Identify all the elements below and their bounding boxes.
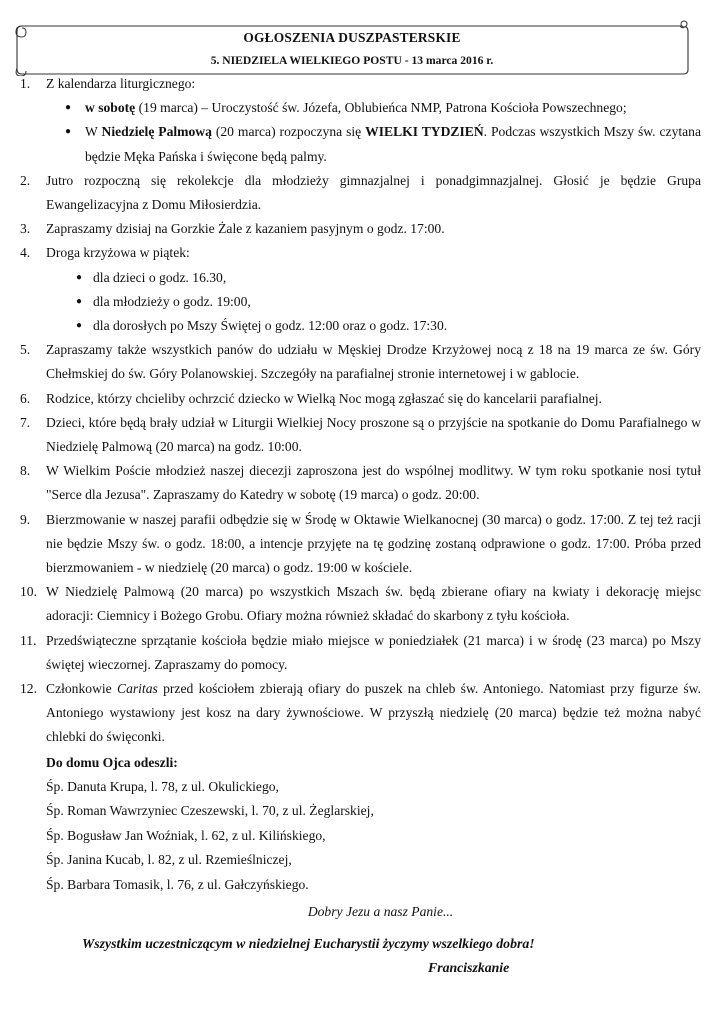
sub-item: ● dla dorosłych po Mszy Świętej o godz. 12:00 oraz o godz. 17:30. — [46, 314, 701, 338]
item-text: Przedświąteczne sprzątanie kościoła będzie miało miejsce w poniedziałek (21 marca) i w środę (23 marca) po Mszy świętej wieczornej. Zapraszamy do pomocy. — [46, 632, 701, 672]
item-text: Bierzmowanie w naszej parafii odbędzie się w Środę w Oktawie Wielkanocnej (30 marca) o godz. 17:00. Z tej też racji nie będzie Mszy św. o godz. 18:00, a intencje przyjęte na tę godzinę zostaną odprawione o godz. 17:00. Próba przed bierzmowaniem - w niedzielę (20 marca) o godz. 19:00 w kościele. — [46, 511, 701, 576]
deceased-section — [20, 750, 701, 898]
deceased-heading: Do domu Ojca odeszli: — [46, 754, 178, 770]
item-text: Zapraszamy także wszystkich panów do udziału w Męskiej Drodze Krzyżowej nocą z 18 na 19 marca ze św. Góry Chełmskiej do św. Góry Polanowskiej. Szczegóły na parafialnej stronie internetowej i w gablocie. — [46, 342, 701, 382]
bullet-icon: ● — [76, 320, 83, 332]
announcement-item: 7. Dzieci, które będą brały udział w Liturgii Wielkiej Nocy proszone są o przyjście na spotkanie do Domu Parafialnego w Niedzielę Palmową (20 marca) na godz. 10:00. — [20, 414, 701, 455]
announcement-item: 12. Członkowie Caritas przed kościołem zbierają ofiary do puszek na chleb św. Antoniego. Natomiast przy figurze św. Antoniego wystawiony jest kosz na dary żywnościowe. W przyszłą niedzielę (20 marca) będzie też można nabyć chlebki do święconki. — [20, 681, 701, 745]
announcement-item — [20, 72, 701, 169]
announcements — [20, 72, 701, 980]
item-text: W Wielkim Poście młodzież naszej diecezji zaproszona jest do wspólnej modlitwy. W tym roku spotkanie nosi tytuł "Serce dla Jezusa". Zapraszamy do Katedry w sobotę (19 marca) o godz. 20:00. — [46, 463, 701, 503]
bullet-icon: ● — [65, 102, 72, 114]
sub-item: ● dla dzieci o godz. 16.30, — [46, 266, 701, 290]
announcement-item: 6. Rodzice, którzy chcieliby ochrzcić dziecko w Wielką Noc mogą zgłaszać się do kancelarii parafialnej. — [20, 390, 602, 406]
page-subtitle: 5. NIEDZIELA WIELKIEGO POSTU - 13 marca 2016 r. — [210, 54, 494, 67]
page-title: OGŁOSZENIA DUSZPASTERSKIE — [243, 30, 461, 45]
deceased-person: Śp. Barbara Tomasik, l. 76, z ul. Gałczyńskiego. — [46, 877, 309, 893]
announcement-item: 10. W Niedzielę Palmową (20 marca) po wszystkich Mszach św. będą zbierane ofiary na kwiaty i dekorację miejsc adoracji: Ciemnicy i Bożego Grobu. Ofiary można również składać do skarbony z tyłu kościoła. — [20, 584, 701, 624]
sub-list — [46, 266, 701, 339]
bullet-icon: ● — [65, 126, 72, 138]
announcement-item: 11. Przedświąteczne sprzątanie kościoła będzie miało miejsce w poniedziałek (21 marca) i w środę (23 marca) po Mszy świętej wieczornej. Zapraszamy do pomocy. — [20, 632, 701, 672]
sub-item: ● w sobotę (19 marca) – Uroczystość św. Józefa, Oblubieńca NMP, Patrona Kościoła Powszechnego; — [46, 96, 701, 120]
item-text: W Niedzielę Palmową (20 marca) po wszystkich Mszach św. będą zbierane ofiary na kwiaty i dekorację miejsc adoracji: Ciemnicy i Bożego Grobu. Ofiary można również składać do skarbony z tyłu kościoła. — [46, 584, 701, 624]
signature: Franciszkanie — [428, 959, 510, 975]
item-text: Droga krzyżowa w piątek: — [46, 245, 190, 261]
deceased-person: Śp. Danuta Krupa, l. 78, z ul. Okulickiego, — [46, 778, 279, 794]
scroll-banner-shape — [14, 20, 690, 76]
deceased-person: Śp. Janina Kucab, l. 82, z ul. Rzemieślniczej, — [46, 852, 292, 868]
header-banner — [14, 20, 690, 76]
bullet-icon: ● — [76, 295, 83, 307]
announcement-item: 9. Bierzmowanie w naszej parafii odbędzie się w Środę w Oktawie Wielkanocnej (30 marca) o godz. 17:00. Z tej też racji nie będzie Mszy św. o godz. 18:00, a intencje przyjęte na tę godzinę zostaną odprawione o godz. 17:00. Próba przed bierzmowaniem - w niedzielę (20 marca) o godz. 19:00 w kościele. — [20, 511, 701, 576]
announcement-item: 2. Jutro rozpoczną się rekolekcje dla młodzieży gimnazjalnej i ponadgimnazjalnej. Głosić je będzie Grupa Ewangelizacyjna z Domu Miłosierdzia. — [20, 172, 701, 213]
announcement-list — [20, 72, 701, 750]
announcement-item: 3. Zapraszamy dzisiaj na Gorzkie Żale z kazaniem pasyjnym o godz. 17:00. — [20, 221, 445, 237]
announcement-item: 4. Droga krzyżowa w piątek: ● dla dzieci o godz. 16.30, ● dla młodzieży o godz. 19:00, ● dla dorosłych po Mszy Świętej o godz. 12:00 oraz o godz. 17:30. — [20, 241, 701, 338]
deceased-person: Śp. Bogusław Jan Woźniak, l. 62, z ul. Kilińskiego, — [46, 827, 326, 843]
sub-list — [46, 96, 701, 169]
item-text: Jutro rozpoczną się rekolekcje dla młodzieży gimnazjalnej i ponadgimnazjalnej. Głosić je będzie Grupa Ewangelizacyjna z Domu Miłosierdzia. — [46, 172, 701, 213]
deceased-person: Śp. Roman Wawrzyniec Czeszewski, l. 70, z ul. Żeglarskiej, — [46, 803, 374, 819]
sub-item: ● W Niedzielę Palmową (20 marca) rozpoczyna się WIELKI TYDZIEŃ. Podczas wszystkich Mszy św. czytana będzie Męka Pańska i święcone będą palmy. — [46, 120, 701, 168]
announcement-item: 5. Zapraszamy także wszystkich panów do udziału w Męskiej Drodze Krzyżowej nocą z 18 na 19 marca ze św. Góry Chełmskiej do św. Góry Polanowskiej. Szczegóły na parafialnej stronie internetowej i w gablocie. — [20, 342, 701, 382]
bullet-icon: ● — [76, 271, 83, 283]
item-text: Dzieci, które będą brały udział w Liturgii Wielkiej Nocy proszone są o przyjście na spotkanie do Domu Parafialnego w Niedzielę Palmową (20 marca) na godz. 10:00. — [46, 414, 701, 455]
announcement-item: 8. W Wielkim Poście młodzież naszej diecezji zaproszona jest do wspólnej modlitwy. W tym roku spotkanie nosi tytuł "Serce dla Jezusa". Zapraszamy do Katedry w sobotę (19 marca) o godz. 20:00. — [20, 463, 701, 503]
item-text: Zapraszamy dzisiaj na Gorzkie Żale z kazaniem pasyjnym o godz. 17:00. — [46, 221, 445, 237]
sub-item: ● dla młodzieży o godz. 19:00, — [46, 290, 701, 314]
closing-wish: Wszystkim uczestniczącym w niedzielnej Eucharystii życzymy wszelkiego dobra! — [82, 935, 535, 951]
item-text: Z kalendarza liturgicznego: — [46, 76, 196, 91]
item-text: Rodzice, którzy chcieliby ochrzcić dziecko w Wielką Noc mogą zgłaszać się do kancelarii parafialnej. — [46, 390, 602, 406]
closing-prayer: Dobry Jezu a nasz Panie... — [307, 903, 454, 919]
item-text: Członkowie Caritas przed kościołem zbierają ofiary do puszek na chleb św. Antoniego. Natomiast przy figurze św. Antoniego wystawiony jest kosz na dary żywnościowe. W przyszłą niedzielę (20 marca) będzie też można nabyć chlebki do święconki. — [46, 681, 701, 745]
item-number: 1. — [20, 76, 31, 91]
